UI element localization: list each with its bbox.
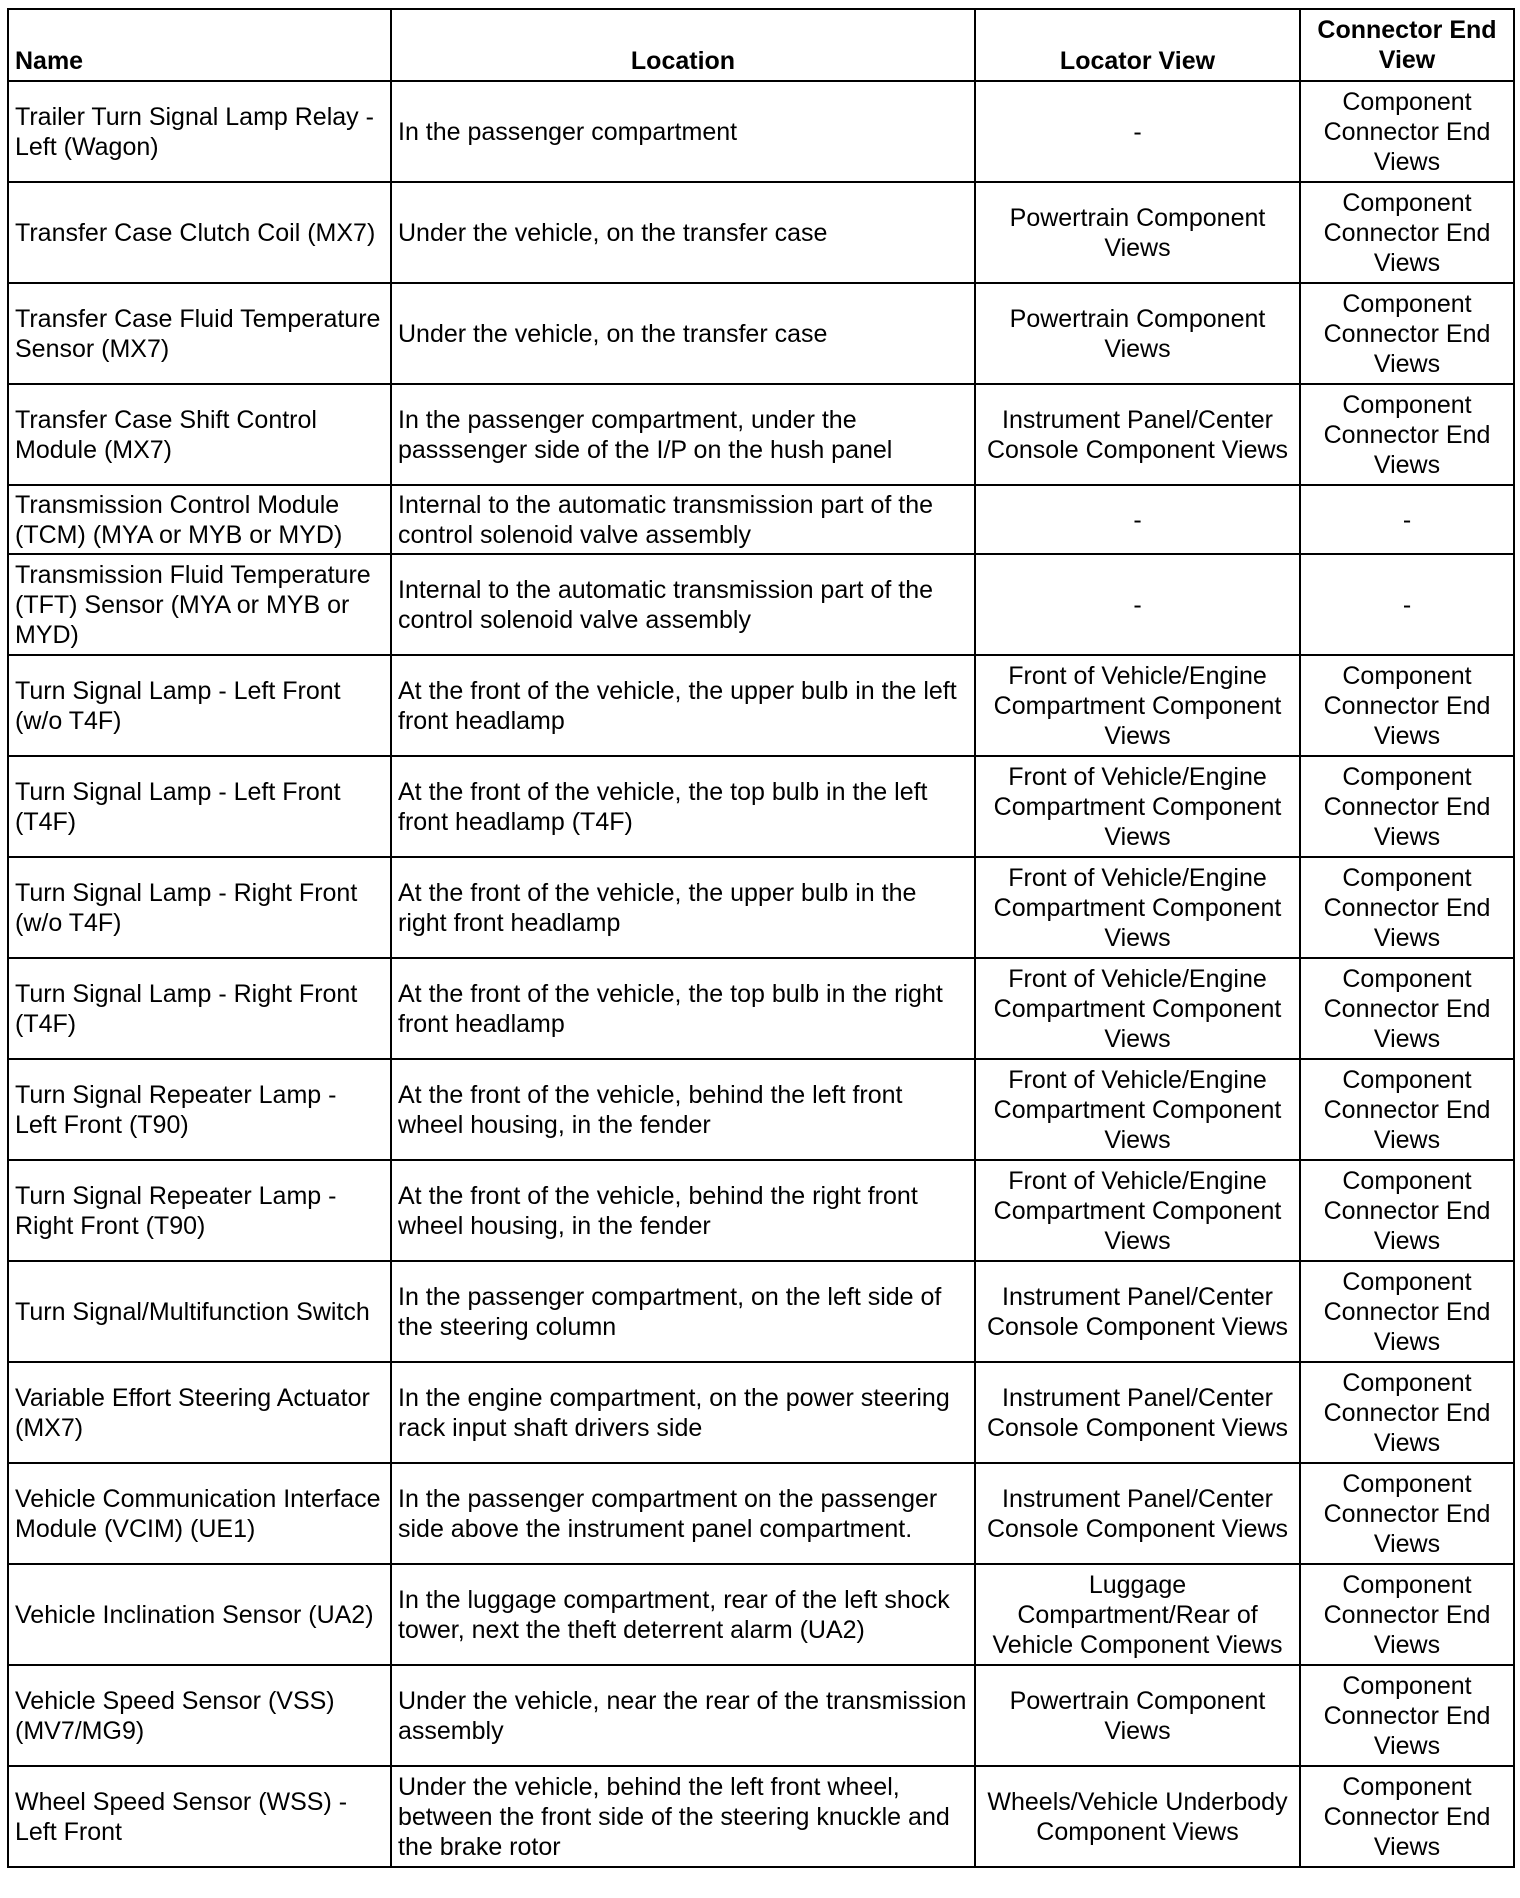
cell-locator-view: Front of Vehicle/Engine Compartment Component Views — [975, 1059, 1300, 1160]
cell-name: Turn Signal Lamp - Right Front (T4F) — [8, 958, 391, 1059]
cell-locator-view: Powertrain Component Views — [975, 182, 1300, 283]
cell-location: In the passenger compartment on the passenger side above the instrument panel compartment. — [391, 1463, 975, 1564]
cell-location: In the passenger compartment, under the passsenger side of the I/P on the hush panel — [391, 384, 975, 485]
table-body — [8, 81, 1514, 1867]
cell-name: Transfer Case Fluid Temperature Sensor (MX7) — [8, 283, 391, 384]
cell-location: At the front of the vehicle, behind the left front wheel housing, in the fender — [391, 1059, 975, 1160]
table-row — [8, 1463, 1514, 1564]
column-header-location: Location — [391, 9, 975, 81]
table-row — [8, 554, 1514, 655]
cell-location: Internal to the automatic transmission part of the control solenoid valve assembly — [391, 485, 975, 554]
cell-name: Variable Effort Steering Actuator (MX7) — [8, 1362, 391, 1463]
header-row — [8, 9, 1514, 81]
cell-name: Turn Signal Repeater Lamp - Right Front (T90) — [8, 1160, 391, 1261]
cell-name: Vehicle Communication Interface Module (VCIM) (UE1) — [8, 1463, 391, 1564]
column-header-locator-view: Locator View — [975, 9, 1300, 81]
table-row — [8, 384, 1514, 485]
cell-locator-view: - — [975, 554, 1300, 655]
cell-connector-end-view: Component Connector End Views — [1300, 182, 1514, 283]
component-location-table — [7, 8, 1515, 1868]
cell-connector-end-view: Component Connector End Views — [1300, 1463, 1514, 1564]
cell-locator-view: - — [975, 81, 1300, 182]
cell-connector-end-view: Component Connector End Views — [1300, 655, 1514, 756]
cell-locator-view: Powertrain Component Views — [975, 1665, 1300, 1766]
cell-connector-end-view: - — [1300, 554, 1514, 655]
cell-connector-end-view: Component Connector End Views — [1300, 1362, 1514, 1463]
table-row — [8, 81, 1514, 182]
cell-connector-end-view: Component Connector End Views — [1300, 1160, 1514, 1261]
cell-connector-end-view: - — [1300, 485, 1514, 554]
cell-name: Vehicle Speed Sensor (VSS) (MV7/MG9) — [8, 1665, 391, 1766]
cell-connector-end-view: Component Connector End Views — [1300, 384, 1514, 485]
cell-locator-view: Luggage Compartment/Rear of Vehicle Component Views — [975, 1564, 1300, 1665]
cell-location: Under the vehicle, near the rear of the transmission assembly — [391, 1665, 975, 1766]
cell-location: At the front of the vehicle, the top bulb in the left front headlamp (T4F) — [391, 756, 975, 857]
cell-connector-end-view: Component Connector End Views — [1300, 81, 1514, 182]
table-row — [8, 1160, 1514, 1261]
cell-name: Transmission Fluid Temperature (TFT) Sensor (MYA or MYB or MYD) — [8, 554, 391, 655]
column-header-connector-end-view: Connector End View — [1300, 9, 1514, 81]
table-row — [8, 182, 1514, 283]
cell-location: Internal to the automatic transmission part of the control solenoid valve assembly — [391, 554, 975, 655]
cell-location: At the front of the vehicle, the upper bulb in the left front headlamp — [391, 655, 975, 756]
cell-name: Vehicle Inclination Sensor (UA2) — [8, 1564, 391, 1665]
cell-name: Turn Signal/Multifunction Switch — [8, 1261, 391, 1362]
cell-name: Turn Signal Lamp - Right Front (w/o T4F) — [8, 857, 391, 958]
cell-locator-view: - — [975, 485, 1300, 554]
cell-name: Turn Signal Lamp - Left Front (w/o T4F) — [8, 655, 391, 756]
cell-location: At the front of the vehicle, the upper bulb in the right front headlamp — [391, 857, 975, 958]
cell-name: Transfer Case Shift Control Module (MX7) — [8, 384, 391, 485]
cell-location: In the luggage compartment, rear of the left shock tower, next the theft deterrent alarm (UA2) — [391, 1564, 975, 1665]
cell-location: Under the vehicle, on the transfer case — [391, 182, 975, 283]
cell-locator-view: Instrument Panel/Center Console Component Views — [975, 1261, 1300, 1362]
table-row — [8, 1564, 1514, 1665]
cell-connector-end-view: Component Connector End Views — [1300, 958, 1514, 1059]
cell-connector-end-view: Component Connector End Views — [1300, 1766, 1514, 1867]
cell-locator-view: Front of Vehicle/Engine Compartment Component Views — [975, 857, 1300, 958]
table-row — [8, 1665, 1514, 1766]
table-row — [8, 485, 1514, 554]
cell-locator-view: Instrument Panel/Center Console Component Views — [975, 1362, 1300, 1463]
table-row — [8, 857, 1514, 958]
cell-location: Under the vehicle, behind the left front wheel, between the front side of the steering knuckle and the brake rotor — [391, 1766, 975, 1867]
cell-location: In the passenger compartment — [391, 81, 975, 182]
cell-connector-end-view: Component Connector End Views — [1300, 283, 1514, 384]
cell-locator-view: Front of Vehicle/Engine Compartment Component Views — [975, 756, 1300, 857]
cell-name: Transmission Control Module (TCM) (MYA or MYB or MYD) — [8, 485, 391, 554]
cell-locator-view: Instrument Panel/Center Console Component Views — [975, 384, 1300, 485]
table-row — [8, 283, 1514, 384]
cell-name: Turn Signal Repeater Lamp - Left Front (T90) — [8, 1059, 391, 1160]
cell-name: Wheel Speed Sensor (WSS) - Left Front — [8, 1766, 391, 1867]
cell-connector-end-view: Component Connector End Views — [1300, 1059, 1514, 1160]
cell-locator-view: Wheels/Vehicle Underbody Component Views — [975, 1766, 1300, 1867]
cell-location: In the passenger compartment, on the left side of the steering column — [391, 1261, 975, 1362]
table-row — [8, 1261, 1514, 1362]
cell-locator-view: Powertrain Component Views — [975, 283, 1300, 384]
cell-name: Trailer Turn Signal Lamp Relay - Left (Wagon) — [8, 81, 391, 182]
cell-connector-end-view: Component Connector End Views — [1300, 857, 1514, 958]
cell-location: At the front of the vehicle, behind the right front wheel housing, in the fender — [391, 1160, 975, 1261]
cell-locator-view: Front of Vehicle/Engine Compartment Component Views — [975, 655, 1300, 756]
table-row — [8, 1766, 1514, 1867]
cell-location: In the engine compartment, on the power steering rack input shaft drivers side — [391, 1362, 975, 1463]
table-row — [8, 756, 1514, 857]
column-header-name: Name — [8, 9, 391, 81]
cell-locator-view: Front of Vehicle/Engine Compartment Component Views — [975, 1160, 1300, 1261]
table-header — [8, 9, 1514, 81]
table-row — [8, 958, 1514, 1059]
cell-location: Under the vehicle, on the transfer case — [391, 283, 975, 384]
table-row — [8, 655, 1514, 756]
table-row — [8, 1362, 1514, 1463]
cell-connector-end-view: Component Connector End Views — [1300, 1564, 1514, 1665]
cell-connector-end-view: Component Connector End Views — [1300, 756, 1514, 857]
cell-name: Transfer Case Clutch Coil (MX7) — [8, 182, 391, 283]
cell-locator-view: Instrument Panel/Center Console Component Views — [975, 1463, 1300, 1564]
table-row — [8, 1059, 1514, 1160]
cell-connector-end-view: Component Connector End Views — [1300, 1665, 1514, 1766]
cell-location: At the front of the vehicle, the top bulb in the right front headlamp — [391, 958, 975, 1059]
cell-connector-end-view: Component Connector End Views — [1300, 1261, 1514, 1362]
cell-locator-view: Front of Vehicle/Engine Compartment Component Views — [975, 958, 1300, 1059]
cell-name: Turn Signal Lamp - Left Front (T4F) — [8, 756, 391, 857]
